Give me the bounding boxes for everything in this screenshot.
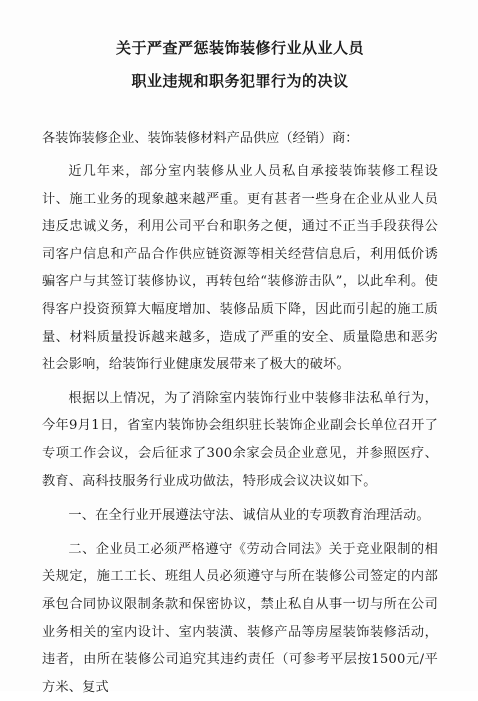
document-title-line-2: 职业违规和职务犯罪行为的决议 (131, 72, 349, 90)
document-title-line-1: 关于严查严惩装饰装修行业从业人员 (115, 39, 364, 57)
paragraph-background: 近几年来，部分室内装修从业人员私自承接装饰装修工程设计、施工业务的现象越来越严重。更有甚者一些身在企业从业人员违反忠诚义务，利用公司平台和职务之便，通过不正当手段获得公司客户信息和产品合作供应链资源等相关经营信息后，利用低价诱骗客户与其签订装修协议，再转包给“装修游击队”，以此牟利。使得客户投资预算大幅度增加、装修品质下降，因此而引起的施工质量、材料质量投诉越来越多，造成了严重的安全、质量隐患和恶劣社会影响，给装饰行业健康发展带来了极大的破坏。 (42, 164, 438, 373)
paragraph-resolution-1: 一、在全行业开展遵法守法、诚信从业的专项教育治理活动。 (68, 508, 430, 524)
salutation: 各装饰装修企业、装饰装修材料产品供应（经销）商： (42, 131, 359, 146)
paragraph-meeting: 根据以上情况，为了消除室内装饰行业中装修非法私单行为，今年9月1日，省室内装饰协会组织驻长装饰企业副会长单位召开了专项工作会议，会后征求了300余家会员企业意见，并参照医疗、教育、高科技服务行业成功做法，特形成会议决议如下。 (42, 390, 438, 489)
paragraph-resolution-2: 二、企业员工必须严格遵守《劳动合同法》关于竞业限制的相关规定，施工工长、班组人员必须遵守与所在装修公司签定的内部承包合同协议限制条款和保密协议，禁止私自从事一切与所在公司业务相关的室内设计、室内装潢、装修产品等房屋装饰装修活动，违者，由所在装修公司追究其违约责任（可参考平层按1500元/平方米、复式 (42, 541, 438, 695)
